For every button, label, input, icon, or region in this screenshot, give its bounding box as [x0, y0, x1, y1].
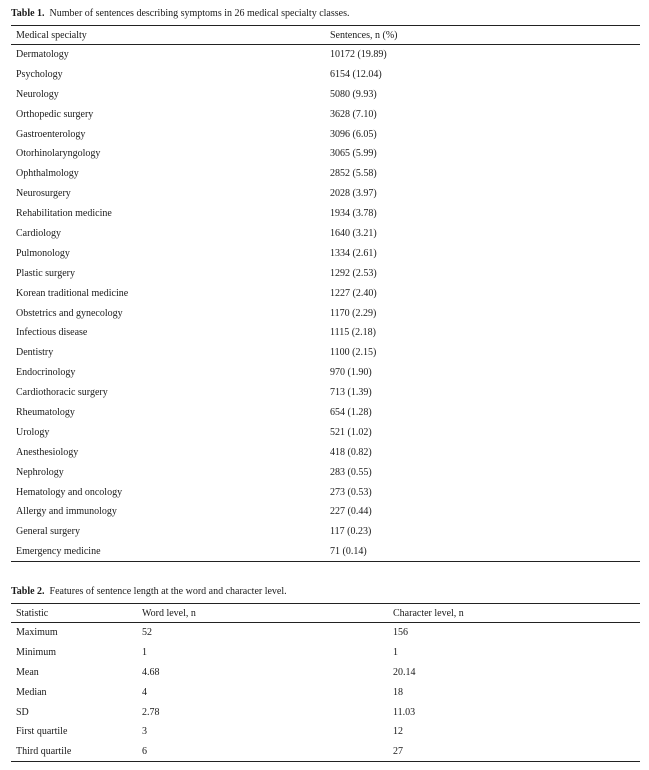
table-row	[11, 542, 640, 562]
table-row	[11, 243, 640, 263]
specialty-cell: Neurology	[16, 88, 59, 100]
specialty-cell: Pulmonology	[16, 247, 70, 259]
table2-header-character-level: Character level, n	[388, 604, 640, 623]
specialty-cell: Emergency medicine	[11, 542, 325, 562]
table1	[11, 25, 640, 562]
specialty-cell: Infectious disease	[16, 327, 88, 339]
sentences-cell: 3628 (7.10)	[330, 108, 377, 120]
table-row	[11, 204, 640, 224]
specialty-cell: Urology	[16, 426, 50, 438]
table-row	[11, 104, 640, 124]
specialty-cell: Dermatology	[16, 49, 69, 61]
sentences-cell: 521 (1.02)	[330, 426, 372, 438]
character-level-cell: 11.03	[393, 706, 416, 718]
table1-header-row	[11, 26, 640, 45]
table2-header-row	[11, 604, 640, 623]
table-row	[11, 682, 640, 702]
sentences-cell: 6154 (12.04)	[330, 68, 382, 80]
statistic-cell: Third quartile	[11, 742, 137, 762]
table2-header-word-level: Word level, n	[137, 604, 388, 623]
specialty-cell: Nephrology	[16, 466, 64, 478]
table-row	[11, 482, 640, 502]
table1-caption-text: Number of sentences describing symptoms in 26 medical specialty classes.	[49, 8, 350, 19]
specialty-cell: Gastroenterology	[16, 128, 86, 140]
table-row	[11, 462, 640, 482]
sentences-cell: 418 (0.82)	[330, 446, 372, 458]
table2-caption-text: Features of sentence length at the word and character level.	[49, 586, 287, 597]
table-row	[11, 124, 640, 144]
table-row	[11, 383, 640, 403]
word-level-cell: 6	[137, 742, 388, 762]
sentences-cell: 1334 (2.61)	[330, 247, 377, 259]
table2	[11, 603, 640, 762]
character-level-cell: 18	[393, 686, 403, 698]
specialty-cell: Otorhinolaryngology	[16, 148, 101, 160]
sentences-cell: 1100 (2.15)	[330, 347, 377, 359]
table-row	[11, 422, 640, 442]
statistic-cell: SD	[16, 706, 29, 718]
specialty-cell: Orthopedic surgery	[16, 108, 94, 120]
word-level-cell: 3	[142, 726, 147, 738]
sentences-cell: 1227 (2.40)	[330, 287, 377, 299]
table1-body	[11, 45, 640, 562]
sentences-cell: 10172 (19.89)	[330, 49, 387, 61]
sentences-cell: 1170 (2.29)	[330, 307, 377, 319]
sentences-cell: 3096 (6.05)	[330, 128, 377, 140]
specialty-cell: Neurosurgery	[16, 188, 71, 200]
table1-header-sentences: Sentences, n (%)	[325, 26, 640, 45]
specialty-cell: Obstetrics and gynecology	[16, 307, 123, 319]
character-level-cell: 20.14	[393, 666, 416, 678]
specialty-cell: Korean traditional medicine	[16, 287, 129, 299]
sentences-cell: 117 (0.23)	[330, 526, 372, 538]
word-level-cell: 4.68	[142, 666, 160, 678]
table-row	[11, 84, 640, 104]
word-level-cell: 2.78	[142, 706, 160, 718]
specialty-cell: Cardiothoracic surgery	[16, 387, 108, 399]
table-row	[11, 442, 640, 462]
table1-header-specialty: Medical specialty	[11, 26, 325, 45]
sentences-cell: 654 (1.28)	[330, 406, 372, 418]
table-row	[11, 224, 640, 244]
table-row	[11, 702, 640, 722]
word-level-cell: 52	[142, 627, 152, 639]
table-row	[11, 363, 640, 383]
table2-body	[11, 623, 640, 762]
table-row	[11, 263, 640, 283]
specialty-cell: Plastic surgery	[16, 267, 75, 279]
table-row	[11, 343, 640, 363]
sentences-cell: 1640 (3.21)	[330, 227, 377, 239]
table-row	[11, 144, 640, 164]
table-row	[11, 502, 640, 522]
sentences-cell: 1934 (3.78)	[330, 208, 377, 220]
table-row	[11, 45, 640, 65]
table-row	[11, 323, 640, 343]
character-level-cell: 27	[388, 742, 640, 762]
table-row	[11, 642, 640, 662]
character-level-cell: 12	[393, 726, 403, 738]
word-level-cell: 4	[142, 686, 147, 698]
statistic-cell: Mean	[16, 666, 39, 678]
specialty-cell: Psychology	[16, 68, 63, 80]
sentences-cell: 71 (0.14)	[325, 542, 640, 562]
specialty-cell: Ophthalmology	[16, 168, 79, 180]
table1-caption-label: Table 1.	[11, 8, 45, 19]
sentences-cell: 5080 (9.93)	[330, 88, 377, 100]
specialty-cell: Dentistry	[16, 347, 54, 359]
sentences-cell: 1292 (2.53)	[330, 267, 377, 279]
table2-caption-label: Table 2.	[11, 586, 45, 597]
sentences-cell: 283 (0.55)	[330, 466, 372, 478]
table-row	[11, 742, 640, 762]
sentences-cell: 2852 (5.58)	[330, 168, 377, 180]
character-level-cell: 156	[393, 627, 408, 639]
specialty-cell: Allergy and immunology	[16, 506, 117, 518]
table-row	[11, 662, 640, 682]
table-row	[11, 722, 640, 742]
statistic-cell: Median	[16, 686, 47, 698]
statistic-cell: Minimum	[16, 646, 57, 658]
specialty-cell: Rehabilitation medicine	[16, 208, 112, 220]
sentences-cell: 1115 (2.18)	[330, 327, 376, 339]
sentences-cell: 713 (1.39)	[330, 387, 372, 399]
specialty-cell: Cardiology	[16, 227, 61, 239]
table2-caption	[11, 586, 287, 598]
sentences-cell: 970 (1.90)	[330, 367, 372, 379]
table-row	[11, 522, 640, 542]
table-row	[11, 184, 640, 204]
specialty-cell: Endocrinology	[16, 367, 76, 379]
table-row	[11, 164, 640, 184]
character-level-cell: 1	[393, 646, 398, 658]
statistic-cell: First quartile	[16, 726, 68, 738]
specialty-cell: Hematology and oncology	[16, 486, 123, 498]
specialty-cell: Anesthesiology	[16, 446, 79, 458]
sentences-cell: 273 (0.53)	[330, 486, 372, 498]
table-row	[11, 623, 640, 643]
table2-header-statistic: Statistic	[11, 604, 137, 623]
table-row	[11, 403, 640, 423]
sentences-cell: 2028 (3.97)	[330, 188, 377, 200]
table-row	[11, 303, 640, 323]
table-row	[11, 283, 640, 303]
word-level-cell: 1	[142, 646, 147, 658]
sentences-cell: 227 (0.44)	[330, 506, 372, 518]
statistic-cell: Maximum	[16, 627, 58, 639]
specialty-cell: General surgery	[16, 526, 80, 538]
table1-caption	[11, 8, 349, 20]
specialty-cell: Rheumatology	[16, 406, 75, 418]
sentences-cell: 3065 (5.99)	[330, 148, 377, 160]
table-row	[11, 64, 640, 84]
